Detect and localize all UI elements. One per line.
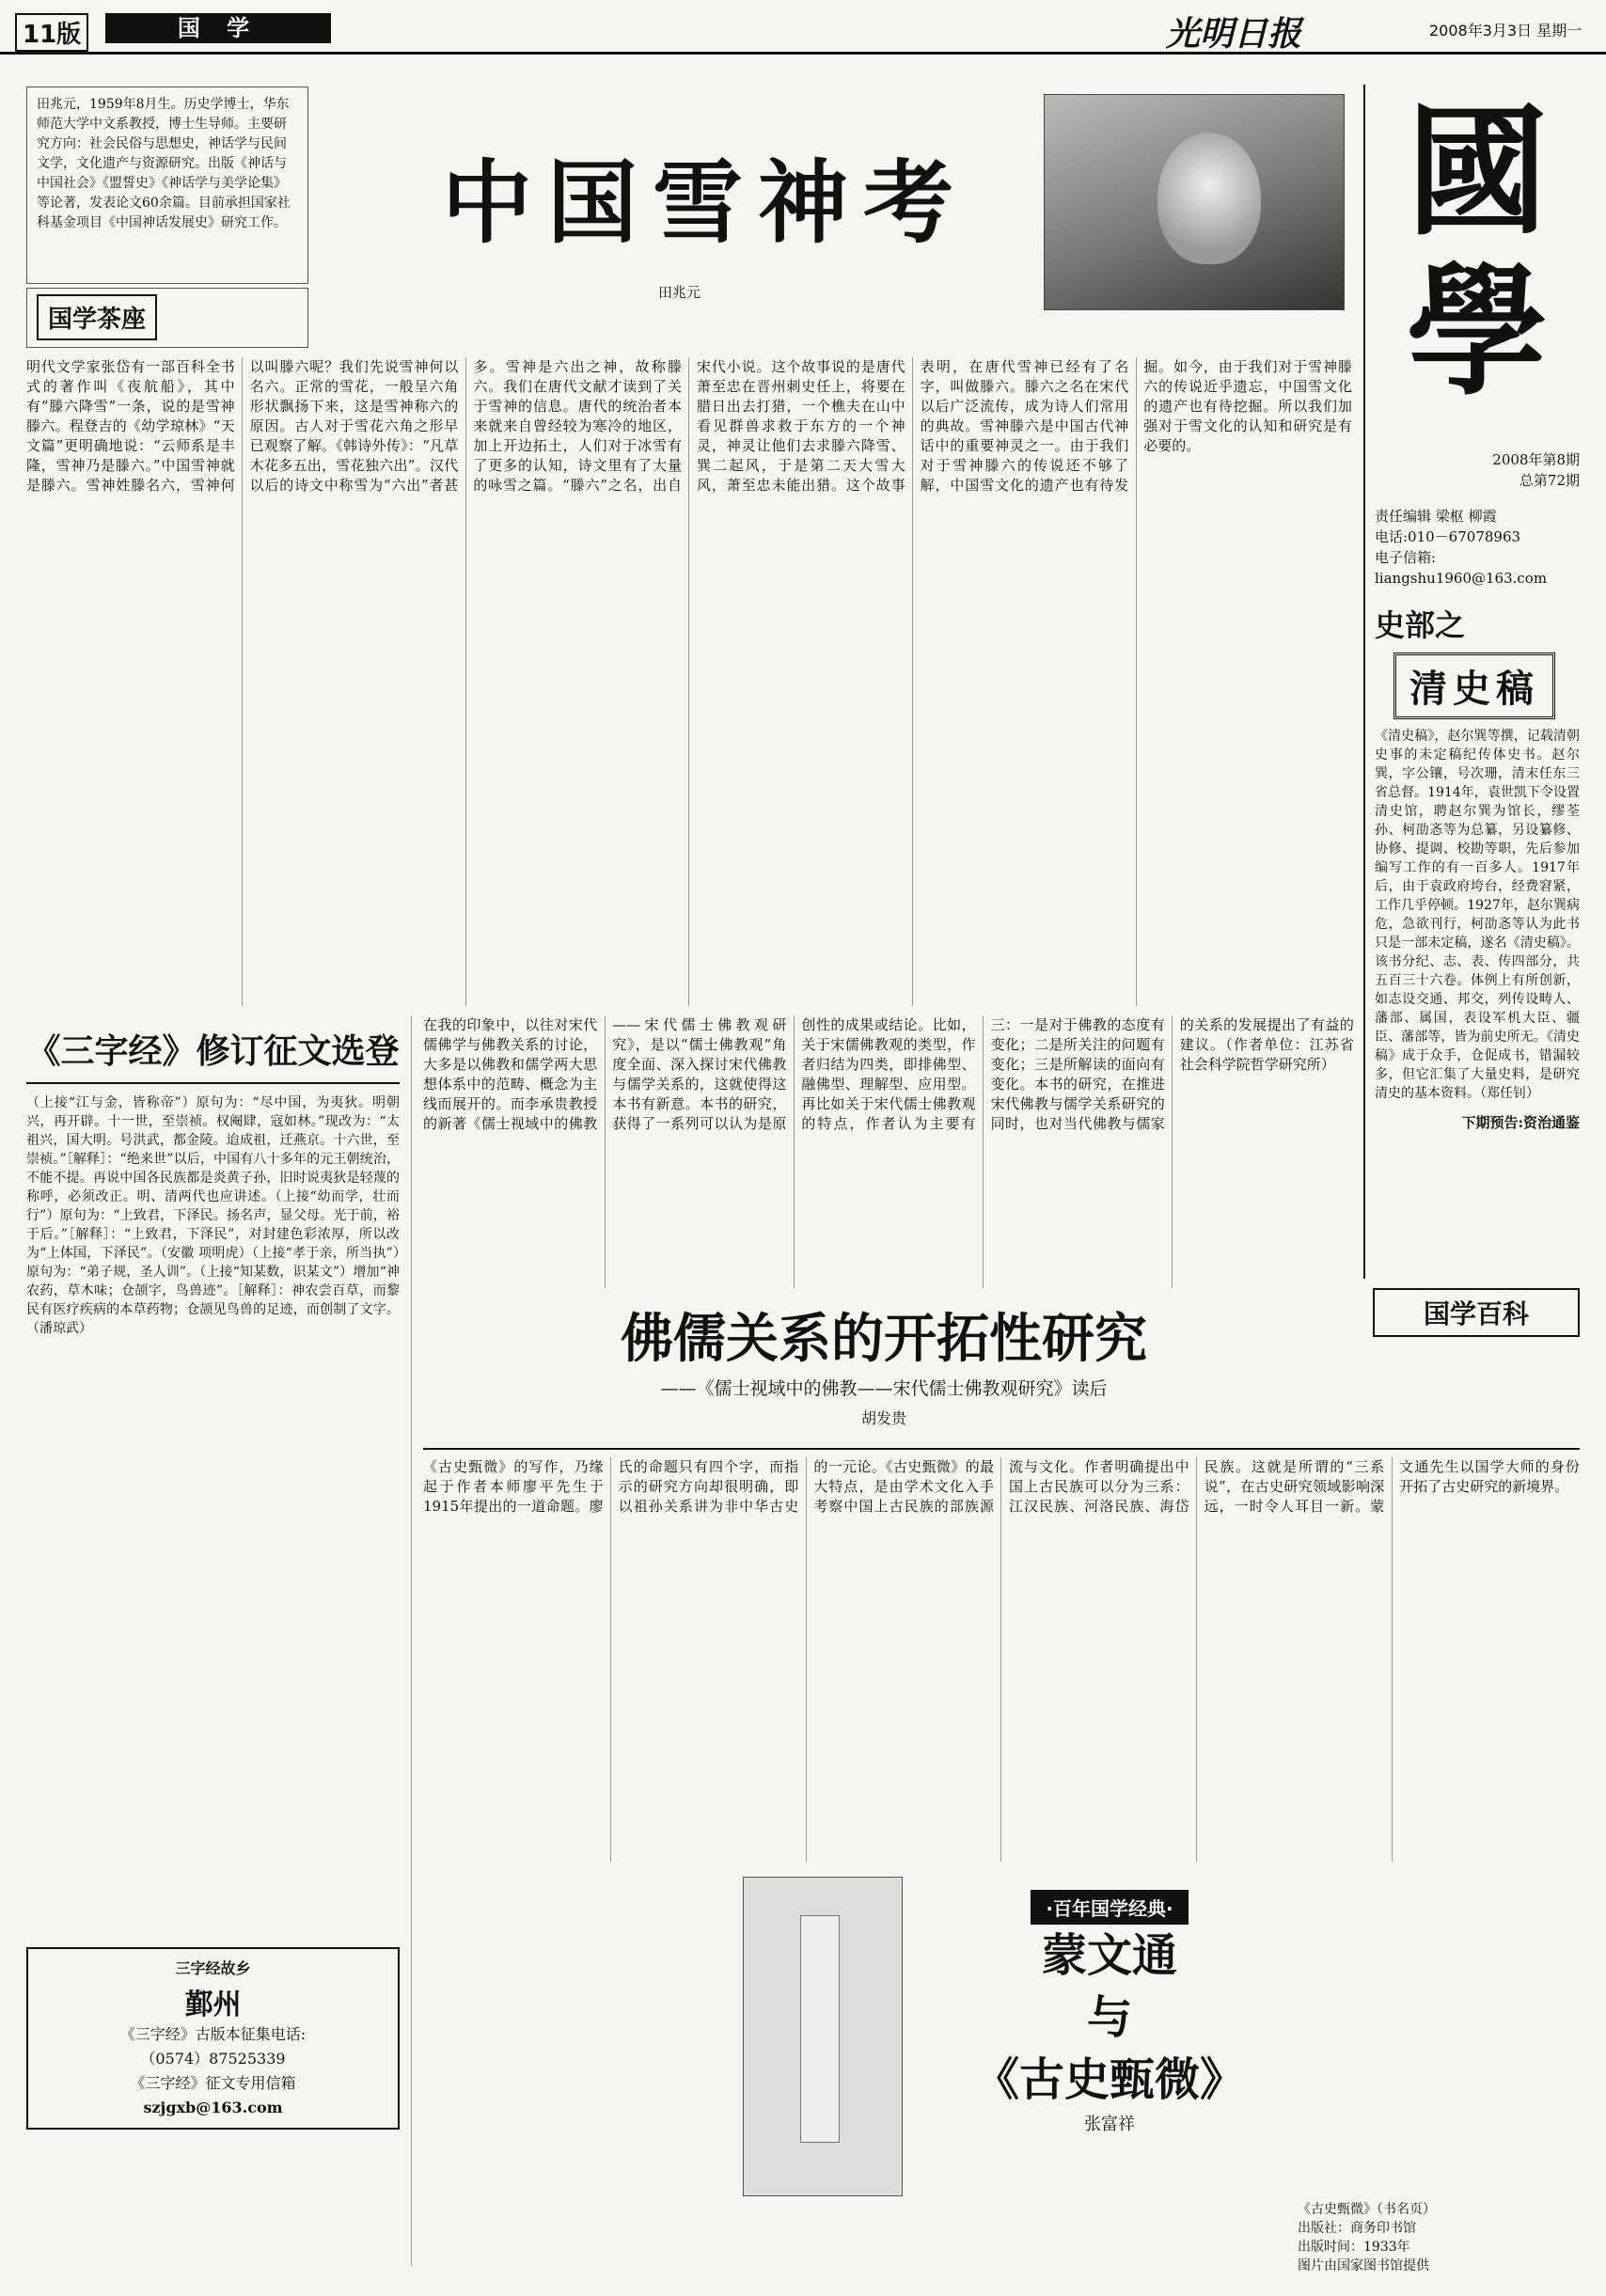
article-body bbox=[26, 357, 1352, 1006]
contact-line-4: （0574）87525339 bbox=[140, 2050, 286, 2068]
mengwentong-title-1: 蒙文通 bbox=[1041, 1929, 1177, 1982]
book-title-strip bbox=[800, 1915, 840, 2143]
mengwentong-banner: ·百年国学经典· bbox=[1031, 1890, 1188, 1925]
sanzijing-article bbox=[26, 1015, 412, 2266]
guoxue-chazuo-box bbox=[26, 288, 308, 348]
sidebar bbox=[1363, 85, 1589, 1279]
contact-line-6: szjgxb@163.com bbox=[143, 2099, 283, 2116]
book-info-3: 出版时间：1933年 bbox=[1298, 2240, 1410, 2255]
portrait-face bbox=[1157, 133, 1261, 264]
email-label: 电子信箱: bbox=[1375, 549, 1437, 566]
editor-label: 责任编辑 bbox=[1375, 508, 1432, 525]
fo-article-subtitle: ——《儒士视域中的佛教——宋代儒士佛教观研究》读后 bbox=[602, 1375, 1166, 1400]
contact-line-5: 《三字经》征文专用信箱 bbox=[130, 2074, 296, 2092]
editor-names: 梁枢 柳霞 bbox=[1435, 508, 1497, 525]
fo-article-top bbox=[423, 1015, 1354, 1288]
paper-name: 光明日报 bbox=[1166, 14, 1302, 54]
mengwentong-body: 《古史甄微》的写作，乃缘起于作者本师廖平先生于1915年提出的一道命题。廖氏的命题只有四个字，而指示的研究方向却很明确，即以祖孙关系讲为非中华古史的一元论。《古史甄微》的最大特点，是由学术文化入手考察中国上古民族的部族源流与文化。作者明确提出中国上古民族可以分为三系：江汉民族、河洛民族、海岱民族。这就是所谓的“三系说”，在古史研究领域影响深远，一时令人耳目一新。蒙文通先生以国学大师的身份开拓了古史研究的新境界。 bbox=[423, 1458, 1580, 1515]
article-title: 中国雪神考 bbox=[442, 149, 968, 256]
issue-total: 总第72期 bbox=[1519, 472, 1580, 489]
issue-date bbox=[1429, 19, 1582, 40]
weekday-text: 星期一 bbox=[1536, 22, 1582, 39]
mengwentong-article bbox=[423, 1448, 1580, 1862]
section-label: 国 学 bbox=[105, 13, 331, 43]
mengwentong-header bbox=[940, 1890, 1279, 2135]
mengwentong-title-3: 《古史甄微》 bbox=[973, 2053, 1245, 2106]
email-text: liangshu1960@163.com bbox=[1375, 570, 1548, 587]
page-header bbox=[0, 0, 1606, 55]
mengwentong-title-2: 与 bbox=[1086, 1991, 1132, 2044]
sanzijing-contact-box bbox=[26, 1947, 400, 2130]
column-body: 《清史稿》，赵尔巽等撰，记载清朝史事的未定稿纪传体史书。赵尔巽，字公镶，号次珊，清末任东三省总督。1914年，袁世凯下令设置清史馆，聘赵尔巽为馆长，缪荃孙、柯劭忞等为总纂，另设纂修、协修、提调、校勘等职，先后参加编写工作的有一百多人。1917年后，由于袁政府垮台，经费窘紧，工作几乎停顿。1927年，赵尔巽病危，急欲刊行，柯劭忞等认为此书只是一部未定稿，遂名《清史稿》。该书分纪、志、表、传四部分，共五百三十六卷。体例上有所创新，如志设交通、邦交，列传设畴人、藩部、属国，表设军机大臣、疆臣、藩部等，皆为前史所无。《清史稿》成于众手，仓促成书，错漏较多，但它汇集了大量史料，是研究清史的基本资料。（郑任钊） bbox=[1375, 729, 1580, 1101]
author-bio bbox=[26, 86, 308, 284]
fo-article-title: 佛儒关系的开拓性研究 bbox=[621, 1297, 1147, 1373]
column-title: 史部之 bbox=[1375, 607, 1466, 643]
contact-line-2: 鄞州 bbox=[184, 1989, 242, 2021]
column-book-title: 清史稿 bbox=[1393, 653, 1555, 719]
editor-info bbox=[1375, 506, 1580, 589]
contact-line-3: 《三字经》古版本征集电话: bbox=[119, 2025, 307, 2043]
issue-number: 2008年第8期 bbox=[1492, 451, 1580, 468]
book-info bbox=[1298, 2200, 1580, 2289]
book-info-2: 出版社：商务印书馆 bbox=[1298, 2221, 1416, 2236]
author-bio-text: 田兆元，1959年8月生。历史学博士，华东师范大学中文系教授，博士生导师。主要研究方向：社会民俗与思想史，神话学与民间文学，文化遗产与资源研究。出版《神话与中国社会》《盟誓史》《神话学与美学论集》等论著，发表论文60余篇。目前承担国家社科基金项目《中国神话发展史》研究工作。 bbox=[37, 97, 291, 230]
article-author: 田兆元 bbox=[658, 284, 701, 301]
book-info-1: 《古史甄微》（书名页） bbox=[1298, 2202, 1436, 2217]
fo-article-body: 在我的印象中，以往对宋代儒佛学与佛教关系的讨论，大多是以佛教和儒学两大思想体系中的范畴、概念为主线而展开的。而李承贵教授的新著《儒士视域中的佛教——宋代儒士佛教观研究》，是以“儒士佛教观”角度全面、深入探讨宋代佛教与儒学关系的，这就使得这本书有新意。本书的研究，获得了一系列可以认为是原创性的成果或结论。比如，关于宋儒佛教观的类型，作者归结为四类，即排佛型、融佛型、理解型、应用型。再比如关于宋代儒士佛教观的特点，作者认为主要有三：一是对于佛教的态度有变化；二是所关注的问题有变化；三是所解读的面向有变化。本书的研究，在推进宋代佛教与儒学关系研究的同时，也对当代佛教与儒家的关系的发展提出了有益的建议。（作者单位：江苏省社会科学院哲学研究所） bbox=[423, 1016, 1354, 1132]
book-info-4: 图片由国家图书馆提供 bbox=[1298, 2258, 1429, 2273]
author-portrait bbox=[1044, 94, 1345, 310]
sanzijing-body: （上接“江与金，皆称帝”）原句为：“尽中国，为夷狄。明朝兴，再开辟。十一世，至崇祯。权阉肆，寇如林。”现改为：“太祖兴，国大明。号洪武，都金陵。迨成祖，迁燕京。十六世，至崇祯。”［解释］：“绝来世”以后，中国有八十多年的元王朝统治，不能不提。再说中国各民族都是炎黄子孙，旧时说夷狄是轻蔑的称呼，必须改正。明、清两代也应讲述。（上接“幼而学，壮而行”）原句为：“上致君，下泽民。扬名声，显父母。光于前，裕于后。”［解释］：“上致君，下泽民”，对封建色彩浓厚，所以改为“上体国，下泽民”。（安徽 项明虎）（上接“孝于亲，所当执”）原句为：“弟子规，圣人训”。（上接“知某数，识某文”）增加“神农药，草木味；仓颉字，鸟兽迹”。［解释］：神农尝百草，而黎民有医疗疾病的本草药物；仓颉见鸟兽的足迹，而创制了文字。（潘琼武） bbox=[26, 1095, 400, 1336]
guoxue-chazuo-tag: 国学茶座 bbox=[37, 294, 157, 340]
contact-line-1: 三字经故乡 bbox=[175, 1959, 251, 1977]
issue-info bbox=[1375, 449, 1580, 491]
guoxue-baike-tag: 国学百科 bbox=[1373, 1288, 1580, 1337]
date-text: 2008年3月3日 bbox=[1429, 22, 1533, 39]
article-body-text: 明代文学家张岱有一部百科全书式的著作叫《夜航船》，其中有“滕六降雪”一条，说的是雪神滕六。程登吉的《幼学琼林》“天文篇”更明确地说：“云师系是丰隆，雪神乃是滕六。”中国雪神就是滕六。雪神姓滕名六，雪神何以叫滕六呢？我们先说雪神何以名六。正常的雪花，一般呈六角形状飘扬下来，这是雪神称六的原因。古人对于雪花六角之形早已观察了解。《韩诗外传》：“凡草木花多五出，雪花独六出”。汉代以后的诗文中称雪为“六出”者甚多。雪神是六出之神，故称滕六。我们在唐代文献才读到了关于雪神的信息。唐代的统治者本来就来自曾经较为寒冷的地区，加上开边拓土，人们对于冰雪有了更多的认知，诗文里有了大量的咏雪之篇。“滕六”之名，出自宋代小说。这个故事说的是唐代萧至忠在晋州刺史任上，将要在腊日出去打猎，一个樵夫在山中看见群兽求救于东方的一个神灵，神灵让他们去求滕六降雪、巽二起风，于是第二天大雪大风，萧至忠未能出猎。这个故事表明，在唐代雪神已经有了名字，叫做滕六。滕六之名在宋代以后广泛流传，成为诗人们常用的典故。雪神滕六是中国古代神话中的重要神灵之一。由于我们对于雪神滕六的传说还不够了解，中国雪文化的遗产也有待发掘。如今，由于我们对于雪神滕六的传说近乎遗忘，中国雪文化的遗产也有待挖掘。所以我们加强对于雪文化的认知和研究是有必要的。 bbox=[26, 358, 1352, 494]
guoxue-masthead: 國學 bbox=[1406, 89, 1548, 415]
page-number: 11版 bbox=[15, 13, 88, 52]
fo-article-author: 胡发贵 bbox=[827, 1407, 940, 1428]
phone-text: 电话:010－67078963 bbox=[1375, 528, 1521, 545]
book-cover-image bbox=[743, 1877, 903, 2196]
mengwentong-author: 张富祥 bbox=[1084, 2115, 1135, 2134]
sanzijing-title: 《三字经》修订征文选登 bbox=[26, 1025, 400, 1084]
next-issue-preview: 下期预告:资治通鉴 bbox=[1461, 1114, 1580, 1131]
